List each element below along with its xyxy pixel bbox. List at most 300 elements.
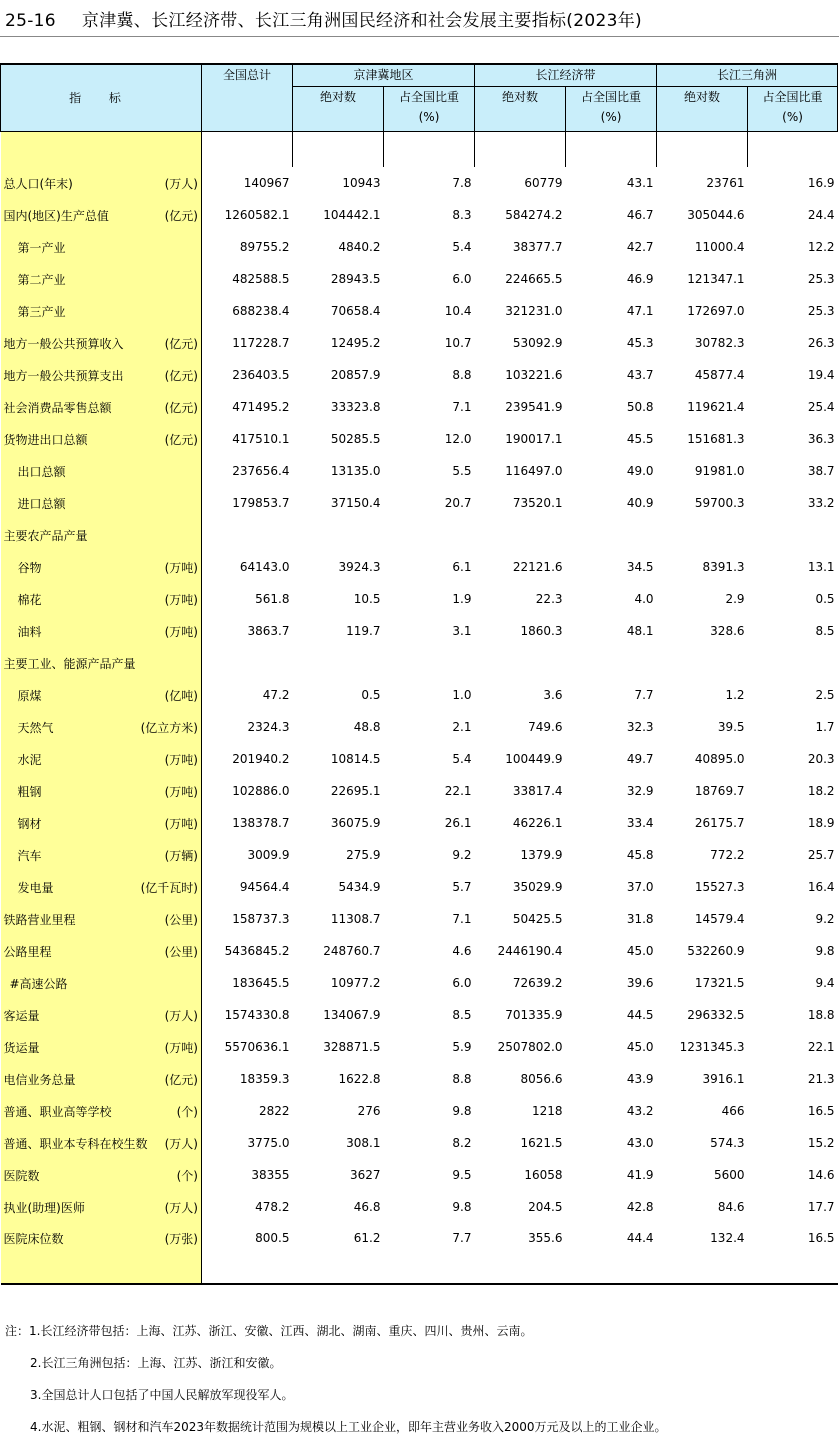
indicator-name: 棉花 (17, 592, 42, 607)
indicator-unit: (万吨) (164, 752, 198, 767)
table-header (1, 64, 838, 132)
value-cell: 16.5 (807, 1104, 835, 1118)
row-label-cell (1, 1223, 202, 1253)
value-cell: 33817.4 (512, 784, 563, 798)
indicator-name: 公路里程 (3, 944, 52, 959)
value-cell: 22.1 (807, 1040, 835, 1054)
value-cell: 45.0 (626, 944, 654, 958)
indicator-unit: (万吨) (164, 1040, 198, 1055)
value-cell (748, 647, 838, 679)
table-row (1, 839, 838, 871)
value-cell: 31.8 (626, 912, 654, 926)
table-row (1, 1095, 838, 1127)
value-cell: 1231345.3 (679, 1040, 745, 1054)
indicator-unit: (万辆) (164, 848, 198, 863)
value-cell: 9.2 (815, 912, 835, 926)
value-cell: 190017.1 (505, 432, 563, 446)
row-label-cell (1, 615, 202, 647)
value-cell: 49.7 (626, 752, 654, 766)
value-cell: 50425.5 (512, 912, 563, 926)
value-cell: 94564.4 (239, 880, 290, 894)
row-label-cell (1, 1159, 202, 1191)
value-cell: 471495.2 (232, 400, 290, 414)
row-label-cell (1, 775, 202, 807)
value-cell: 30782.3 (694, 336, 745, 350)
value-cell: 12.2 (807, 240, 835, 254)
value-cell: 1.2 (725, 688, 745, 702)
indicator-name: 总人口(年末) (3, 176, 73, 191)
table-row (1, 231, 838, 263)
header-region-jingjinji: 京津冀地区 (293, 64, 475, 87)
value-cell: 42.7 (626, 240, 654, 254)
value-cell: 18769.7 (694, 784, 745, 798)
value-cell: 34.5 (626, 560, 654, 574)
value-cell: 1860.3 (520, 624, 563, 638)
value-cell: 5.4 (452, 752, 472, 766)
value-cell: 25.3 (807, 272, 835, 286)
footnote: 2.长江三角洲包括：上海、江苏、浙江和安徽。 (30, 1356, 282, 1370)
value-cell: 50285.5 (330, 432, 381, 446)
footnote: 注：1.长江经济带包括：上海、江苏、浙江、安徽、江西、湖北、湖南、重庆、四川、贵州、云南。 (5, 1324, 533, 1338)
indicator-name: 天然气 (17, 720, 54, 735)
table-title: 京津冀、长江经济带、长江三角洲国民经济和社会发展主要指标(2023年) (81, 11, 642, 31)
value-cell: 10977.2 (330, 976, 381, 990)
table-row (1, 615, 838, 647)
value-cell: 9.8 (815, 944, 835, 958)
table-row (1, 1191, 838, 1223)
value-cell: 42.8 (626, 1200, 654, 1214)
value-cell: 24.4 (807, 208, 835, 222)
header-share: 占全国比重 (%) (748, 87, 838, 132)
row-label-cell (1, 903, 202, 935)
value-cell: 25.7 (807, 848, 835, 862)
value-cell: 5600 (713, 1168, 745, 1182)
table-row (1, 391, 838, 423)
indicator-unit: (亿元) (164, 336, 198, 351)
indicator-name: 钢材 (17, 816, 42, 831)
row-label-cell (1, 999, 202, 1031)
value-cell (384, 519, 475, 551)
value-cell: 132.4 (710, 1231, 745, 1245)
indicator-name: 货运量 (3, 1040, 40, 1055)
indicator-unit: (万吨) (164, 816, 198, 831)
indicator-name: 医院数 (3, 1168, 40, 1183)
row-label-cell (1, 551, 202, 583)
value-cell: 2.1 (452, 720, 472, 734)
table-row (1, 935, 838, 967)
value-cell: 9.2 (452, 848, 472, 862)
value-cell: 15527.3 (694, 880, 745, 894)
value-cell: 224665.5 (505, 272, 563, 286)
row-label-cell (1, 1191, 202, 1223)
value-cell: 3.6 (543, 688, 563, 702)
value-cell: 48.1 (626, 624, 654, 638)
table-row (1, 487, 838, 519)
value-cell: 239541.9 (505, 400, 563, 414)
value-cell: 8.5 (452, 1008, 472, 1022)
value-cell: 73520.1 (512, 496, 563, 510)
row-label-cell (1, 263, 202, 295)
indicator-name: 社会消费品零售总额 (3, 400, 112, 415)
value-cell: 32.3 (626, 720, 654, 734)
indicator-name: 油料 (17, 624, 42, 639)
value-cell: 40895.0 (694, 752, 745, 766)
indicator-name: 第三产业 (17, 304, 66, 319)
indicator-name: 发电量 (17, 880, 54, 895)
table-row (1, 327, 838, 359)
indicator-unit: (个) (176, 1168, 198, 1183)
value-cell: 3627 (349, 1168, 381, 1182)
value-cell: 7.8 (452, 176, 472, 190)
value-cell: 22.1 (444, 784, 472, 798)
value-cell: 91981.0 (694, 464, 745, 478)
indicator-unit: (万吨) (164, 624, 198, 639)
value-cell: 10.7 (444, 336, 472, 350)
value-cell: 8.3 (452, 208, 472, 222)
value-cell: 9.8 (452, 1104, 472, 1118)
value-cell: 5436845.2 (224, 944, 290, 958)
value-cell: 38355 (251, 1168, 290, 1182)
value-cell (384, 647, 475, 679)
indicator-name: 主要农产品产量 (3, 528, 88, 543)
value-cell: 43.2 (626, 1104, 654, 1118)
table-row (1, 1031, 838, 1063)
value-cell: 10943 (342, 176, 381, 190)
value-cell: 20.3 (807, 752, 835, 766)
header-share: 占全国比重 (%) (384, 87, 475, 132)
value-cell: 26.1 (444, 816, 472, 830)
indicator-name: 国内(地区)生产总值 (3, 208, 109, 223)
value-cell: 18.2 (807, 784, 835, 798)
value-cell: 7.7 (634, 688, 654, 702)
header-share: 占全国比重 (%) (566, 87, 657, 132)
indicator-name: 汽车 (17, 848, 42, 863)
value-cell: 119.7 (346, 624, 381, 638)
value-cell: 33.2 (807, 496, 835, 510)
row-label-cell (1, 295, 202, 327)
value-cell: 8391.3 (702, 560, 745, 574)
row-label-cell (1, 679, 202, 711)
table-row (1, 1063, 838, 1095)
value-cell: 237656.4 (232, 464, 290, 478)
value-cell: 7.7 (452, 1231, 472, 1245)
value-cell: 305044.6 (687, 208, 745, 222)
value-cell: 151681.3 (687, 432, 745, 446)
row-label-cell (1, 327, 202, 359)
value-cell: 3009.9 (247, 848, 290, 862)
value-cell: 15.2 (807, 1136, 835, 1150)
table-row (1, 679, 838, 711)
value-cell: 18.9 (807, 816, 835, 830)
value-cell: 18359.3 (239, 1072, 290, 1086)
indicator-unit: (亿元) (164, 432, 198, 447)
table-row (1, 455, 838, 487)
value-cell: 9.5 (452, 1168, 472, 1182)
indicator-unit: (万吨) (164, 592, 198, 607)
value-cell: 36.3 (807, 432, 835, 446)
value-cell: 4840.2 (338, 240, 381, 254)
page-title (5, 6, 642, 31)
row-label-cell (1, 199, 202, 231)
value-cell (293, 647, 384, 679)
value-cell: 14.6 (807, 1168, 835, 1182)
filler-row (1, 1253, 838, 1284)
value-cell: 1379.9 (520, 848, 563, 862)
value-cell: 13.1 (807, 560, 835, 574)
indicator-name: 铁路营业里程 (3, 912, 76, 927)
value-cell: 204.5 (528, 1200, 563, 1214)
spacer-row (1, 132, 838, 168)
table-row (1, 551, 838, 583)
indicator-unit: (万张) (164, 1231, 198, 1246)
value-cell: 236403.5 (232, 368, 290, 382)
value-cell: 179853.7 (232, 496, 290, 510)
value-cell: 3924.3 (338, 560, 381, 574)
value-cell: 20.7 (444, 496, 472, 510)
value-cell: 172697.0 (687, 304, 745, 318)
value-cell: 16.9 (807, 176, 835, 190)
value-cell: 20857.9 (330, 368, 381, 382)
value-cell: 104442.1 (323, 208, 381, 222)
value-cell: 13135.0 (330, 464, 381, 478)
table-row (1, 199, 838, 231)
value-cell: 749.6 (528, 720, 563, 734)
value-cell: 19.4 (807, 368, 835, 382)
indicator-name: 电信业务总量 (3, 1072, 76, 1087)
value-cell: 1218 (531, 1104, 563, 1118)
value-cell: 1574330.8 (224, 1008, 290, 1022)
indicator-name: 客运量 (3, 1008, 40, 1023)
value-cell: 41.9 (626, 1168, 654, 1182)
row-label-cell (1, 839, 202, 871)
value-cell: 201940.2 (232, 752, 290, 766)
value-cell: 296332.5 (687, 1008, 745, 1022)
value-cell: 70658.4 (330, 304, 381, 318)
value-cell: 158737.3 (232, 912, 290, 926)
value-cell (202, 519, 293, 551)
value-cell: 45.8 (626, 848, 654, 862)
row-label-cell (1, 487, 202, 519)
table-row (1, 519, 838, 551)
table-row (1, 1159, 838, 1191)
value-cell: 3916.1 (702, 1072, 745, 1086)
value-cell: 60779 (524, 176, 563, 190)
value-cell: 772.2 (710, 848, 745, 862)
value-cell: 1622.8 (338, 1072, 381, 1086)
value-cell: 43.1 (626, 176, 654, 190)
value-cell: 138378.7 (232, 816, 290, 830)
table-row (1, 423, 838, 455)
value-cell (657, 519, 748, 551)
value-cell: 50.8 (626, 400, 654, 414)
value-cell: 46.7 (626, 208, 654, 222)
value-cell: 17321.5 (694, 976, 745, 990)
value-cell: 47.1 (626, 304, 654, 318)
row-label-cell (1, 1031, 202, 1063)
value-cell: 11308.7 (330, 912, 381, 926)
row-label-cell (1, 967, 202, 999)
value-cell: 37.0 (626, 880, 654, 894)
indicator-name: 原煤 (17, 688, 42, 703)
value-cell: 2.9 (725, 592, 745, 606)
value-cell: 46226.1 (512, 816, 563, 830)
value-cell: 46.9 (626, 272, 654, 286)
row-label-cell (1, 167, 202, 199)
table-row (1, 967, 838, 999)
value-cell: 5.5 (452, 464, 472, 478)
indicator-name: 普通、职业本专科在校生数 (3, 1136, 148, 1151)
table-row (1, 1223, 838, 1253)
value-cell: 3.1 (452, 624, 472, 638)
table-row (1, 871, 838, 903)
indicator-unit: (个) (176, 1104, 198, 1119)
indicator-unit: (万人) (164, 1200, 198, 1215)
value-cell: 25.4 (807, 400, 835, 414)
value-cell: 53092.9 (512, 336, 563, 350)
value-cell (748, 519, 838, 551)
value-cell: 12.0 (444, 432, 472, 446)
indicator-unit: (亿元) (164, 1072, 198, 1087)
value-cell: 44.4 (626, 1231, 654, 1245)
value-cell: 417510.1 (232, 432, 290, 446)
table-row (1, 167, 838, 199)
indicator-unit: (公里) (164, 912, 198, 927)
indicator-name: 第二产业 (17, 272, 66, 287)
value-cell: 22.3 (535, 592, 563, 606)
value-cell: 9.8 (452, 1200, 472, 1214)
value-cell: 0.5 (815, 592, 835, 606)
value-cell: 8.2 (452, 1136, 472, 1150)
value-cell: 26175.7 (694, 816, 745, 830)
value-cell: 308.1 (346, 1136, 381, 1150)
indicator-unit: (万人) (164, 1008, 198, 1023)
indicator-name: 第一产业 (17, 240, 66, 255)
row-label-cell (1, 359, 202, 391)
value-cell: 4.6 (452, 944, 472, 958)
value-cell: 119621.4 (687, 400, 745, 414)
row-label-cell (1, 935, 202, 967)
value-cell: 532260.9 (687, 944, 745, 958)
indicator-name: 医院床位数 (3, 1231, 64, 1246)
value-cell (475, 647, 566, 679)
row-label-cell (1, 871, 202, 903)
header-indicator: 指 标 (1, 64, 202, 132)
value-cell: 22121.6 (512, 560, 563, 574)
value-cell: 584274.2 (505, 208, 563, 222)
value-cell: 355.6 (528, 1231, 563, 1245)
indicator-table (0, 63, 838, 1285)
value-cell: 4.0 (634, 592, 654, 606)
value-cell: 1260582.1 (224, 208, 290, 222)
value-cell: 116497.0 (505, 464, 563, 478)
value-cell: 100449.9 (505, 752, 563, 766)
value-cell: 40.9 (626, 496, 654, 510)
row-label-cell (1, 743, 202, 775)
row-label-cell (1, 455, 202, 487)
indicator-unit: (亿元) (164, 368, 198, 383)
row-label-cell (1, 231, 202, 263)
value-cell: 800.5 (255, 1231, 290, 1245)
value-cell: 28943.5 (330, 272, 381, 286)
table-row (1, 295, 838, 327)
value-cell: 38.7 (807, 464, 835, 478)
value-cell: 49.0 (626, 464, 654, 478)
value-cell: 44.5 (626, 1008, 654, 1022)
value-cell: 183645.5 (232, 976, 290, 990)
value-cell: 14579.4 (694, 912, 745, 926)
indicator-name: 进口总额 (17, 496, 66, 511)
value-cell: 121347.1 (687, 272, 745, 286)
value-cell: 8.8 (452, 1072, 472, 1086)
value-cell: 321231.0 (505, 304, 563, 318)
table-row (1, 807, 838, 839)
row-label-cell (1, 583, 202, 615)
table-row (1, 583, 838, 615)
value-cell: 2324.3 (247, 720, 290, 734)
value-cell: 9.4 (815, 976, 835, 990)
value-cell: 22695.1 (330, 784, 381, 798)
value-cell: 466 (721, 1104, 745, 1118)
indicator-unit: (亿元) (164, 208, 198, 223)
value-cell: 17.7 (807, 1200, 835, 1214)
indicator-unit: (公里) (164, 944, 198, 959)
value-cell: 0.5 (361, 688, 381, 702)
value-cell: 574.3 (710, 1136, 745, 1150)
header-region-yangtze-delta: 长江三角洲 (657, 64, 838, 87)
table-row (1, 903, 838, 935)
table-body (1, 132, 838, 1285)
value-cell: 36075.9 (330, 816, 381, 830)
value-cell: 21.3 (807, 1072, 835, 1086)
value-cell: 6.0 (452, 272, 472, 286)
table-row (1, 711, 838, 743)
value-cell: 140967 (243, 176, 290, 190)
value-cell: 61.2 (353, 1231, 381, 1245)
indicator-unit: (亿吨) (164, 688, 198, 703)
header-national-total: 全国总计 (202, 64, 293, 132)
value-cell: 10.4 (444, 304, 472, 318)
row-label-cell (1, 647, 202, 679)
value-cell: 33323.8 (330, 400, 381, 414)
value-cell: 72639.2 (512, 976, 563, 990)
value-cell: 16.4 (807, 880, 835, 894)
row-label-cell (1, 1095, 202, 1127)
indicator-unit: (万人) (164, 176, 198, 191)
value-cell (566, 647, 657, 679)
table-row (1, 359, 838, 391)
value-cell: 43.9 (626, 1072, 654, 1086)
value-cell: 276 (357, 1104, 381, 1118)
value-cell: 1.9 (452, 592, 472, 606)
table-row (1, 999, 838, 1031)
value-cell: 89755.2 (239, 240, 290, 254)
indicator-unit: (万人) (164, 1136, 198, 1151)
value-cell: 2822 (258, 1104, 290, 1118)
value-cell: 328871.5 (323, 1040, 381, 1054)
value-cell: 7.1 (452, 912, 472, 926)
value-cell: 117228.7 (232, 336, 290, 350)
indicator-name: 谷物 (17, 560, 42, 575)
value-cell: 45.5 (626, 432, 654, 446)
table-number: 25-16 (5, 11, 56, 31)
value-cell: 5.9 (452, 1040, 472, 1054)
value-cell: 478.2 (255, 1200, 290, 1214)
value-cell: 688238.4 (232, 304, 290, 318)
row-label-cell (1, 711, 202, 743)
footnote: 3.全国总计人口包括了中国人民解放军现役军人。 (30, 1388, 294, 1402)
value-cell: 11000.4 (694, 240, 745, 254)
value-cell: 10.5 (353, 592, 381, 606)
